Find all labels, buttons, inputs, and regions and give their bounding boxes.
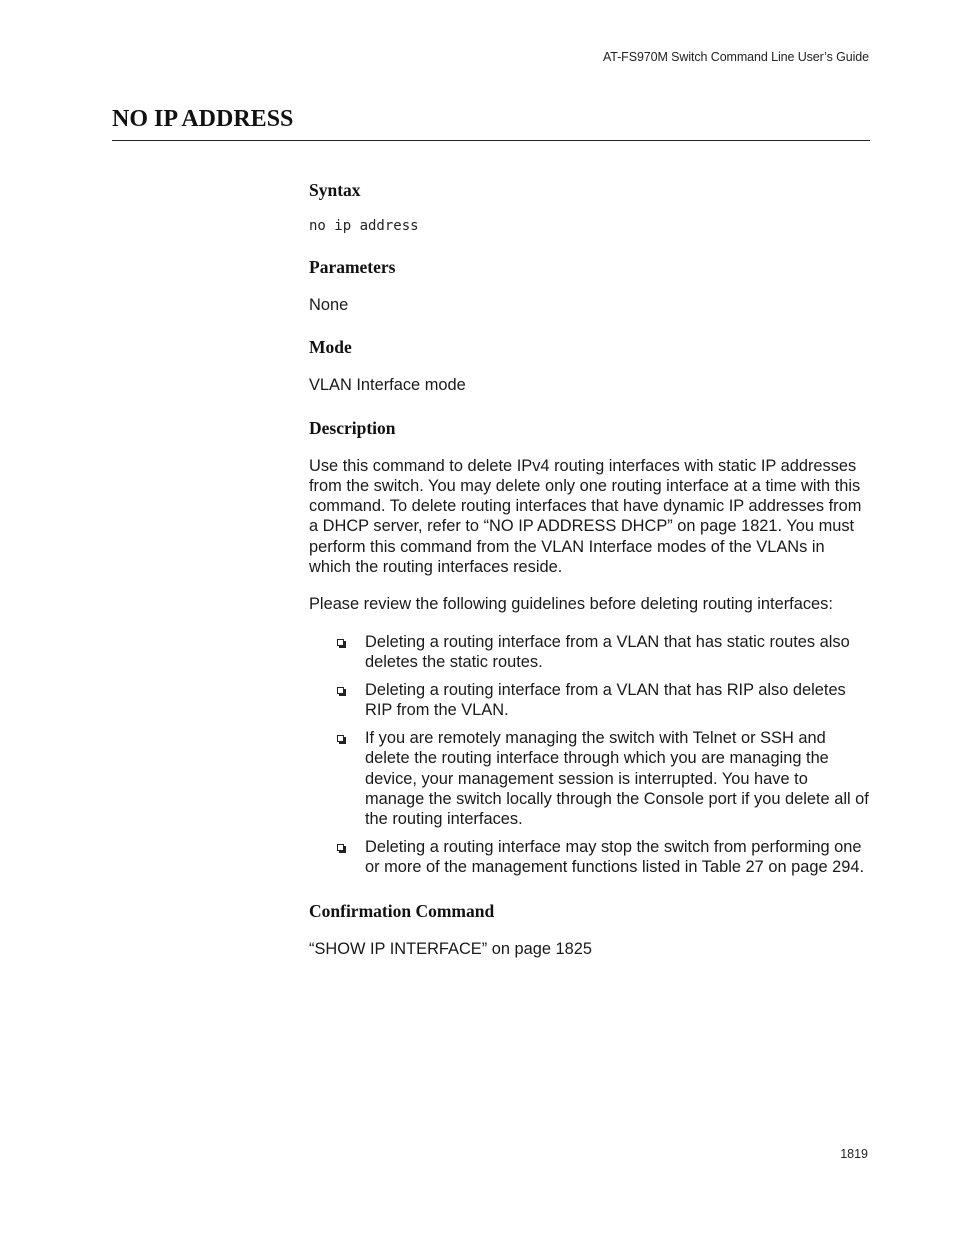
confirmation-text: “SHOW IP INTERFACE” on page 1825 — [309, 939, 593, 958]
mode-text: VLAN Interface mode — [309, 376, 466, 395]
main-content — [309, 178, 871, 959]
checkbox-bullet-icon — [337, 687, 344, 694]
parameters-text: None — [309, 296, 349, 314]
list-item — [309, 837, 871, 878]
title-rule — [112, 140, 870, 141]
checkbox-bullet-icon — [337, 639, 344, 646]
description-paragraph: Use this command to delete IPv4 routing interfaces with static IP addresses from the switch. You may delete only one routing interface at a time with this command. To delete routing interfaces that have dynamic IP addresses from a DHCP server, refer to “NO IP ADDRESS DHCP” on page 1821. You must perform this command from the VLAN Interface modes of the VLANs in which the routing interfaces reside. — [309, 456, 862, 577]
list-item — [309, 632, 871, 673]
page-title: NO IP ADDRESS — [112, 106, 294, 132]
running-header: AT-FS970M Switch Command Line User’s Guide — [602, 50, 869, 64]
checkbox-bullet-icon — [337, 735, 344, 742]
list-item-text: Deleting a routing interface from a VLAN that has static routes also deletes the static routes. — [365, 632, 850, 671]
mode-heading: Mode — [309, 337, 352, 358]
syntax-command: no ip address — [309, 218, 419, 234]
list-item-text: Deleting a routing interface from a VLAN that has RIP also deletes RIP from the VLAN. — [365, 680, 846, 720]
list-item — [309, 680, 871, 721]
syntax-heading: Syntax — [309, 180, 361, 200]
parameters-heading: Parameters — [309, 257, 396, 277]
description-heading: Description — [309, 417, 396, 438]
guidelines-intro: Please review the following guidelines before deleting routing interfaces: — [309, 595, 833, 614]
confirmation-heading: Confirmation Command — [309, 900, 495, 921]
list-item — [309, 728, 871, 829]
list-item-text: Deleting a routing interface may stop the switch from performing one or more of the management functions listed in Table 27 on page 294. — [365, 838, 865, 877]
checkbox-bullet-icon — [337, 844, 344, 851]
list-item-text: If you are remotely managing the switch with Telnet or SSH and delete the routing interface through which you are managing the device, your management session is interrupted. You have to manage the switch locally through the Console port if you delete all of the routing interfaces. — [365, 729, 869, 829]
guidelines-list — [309, 632, 871, 878]
page-number: 1819 — [840, 1147, 868, 1161]
